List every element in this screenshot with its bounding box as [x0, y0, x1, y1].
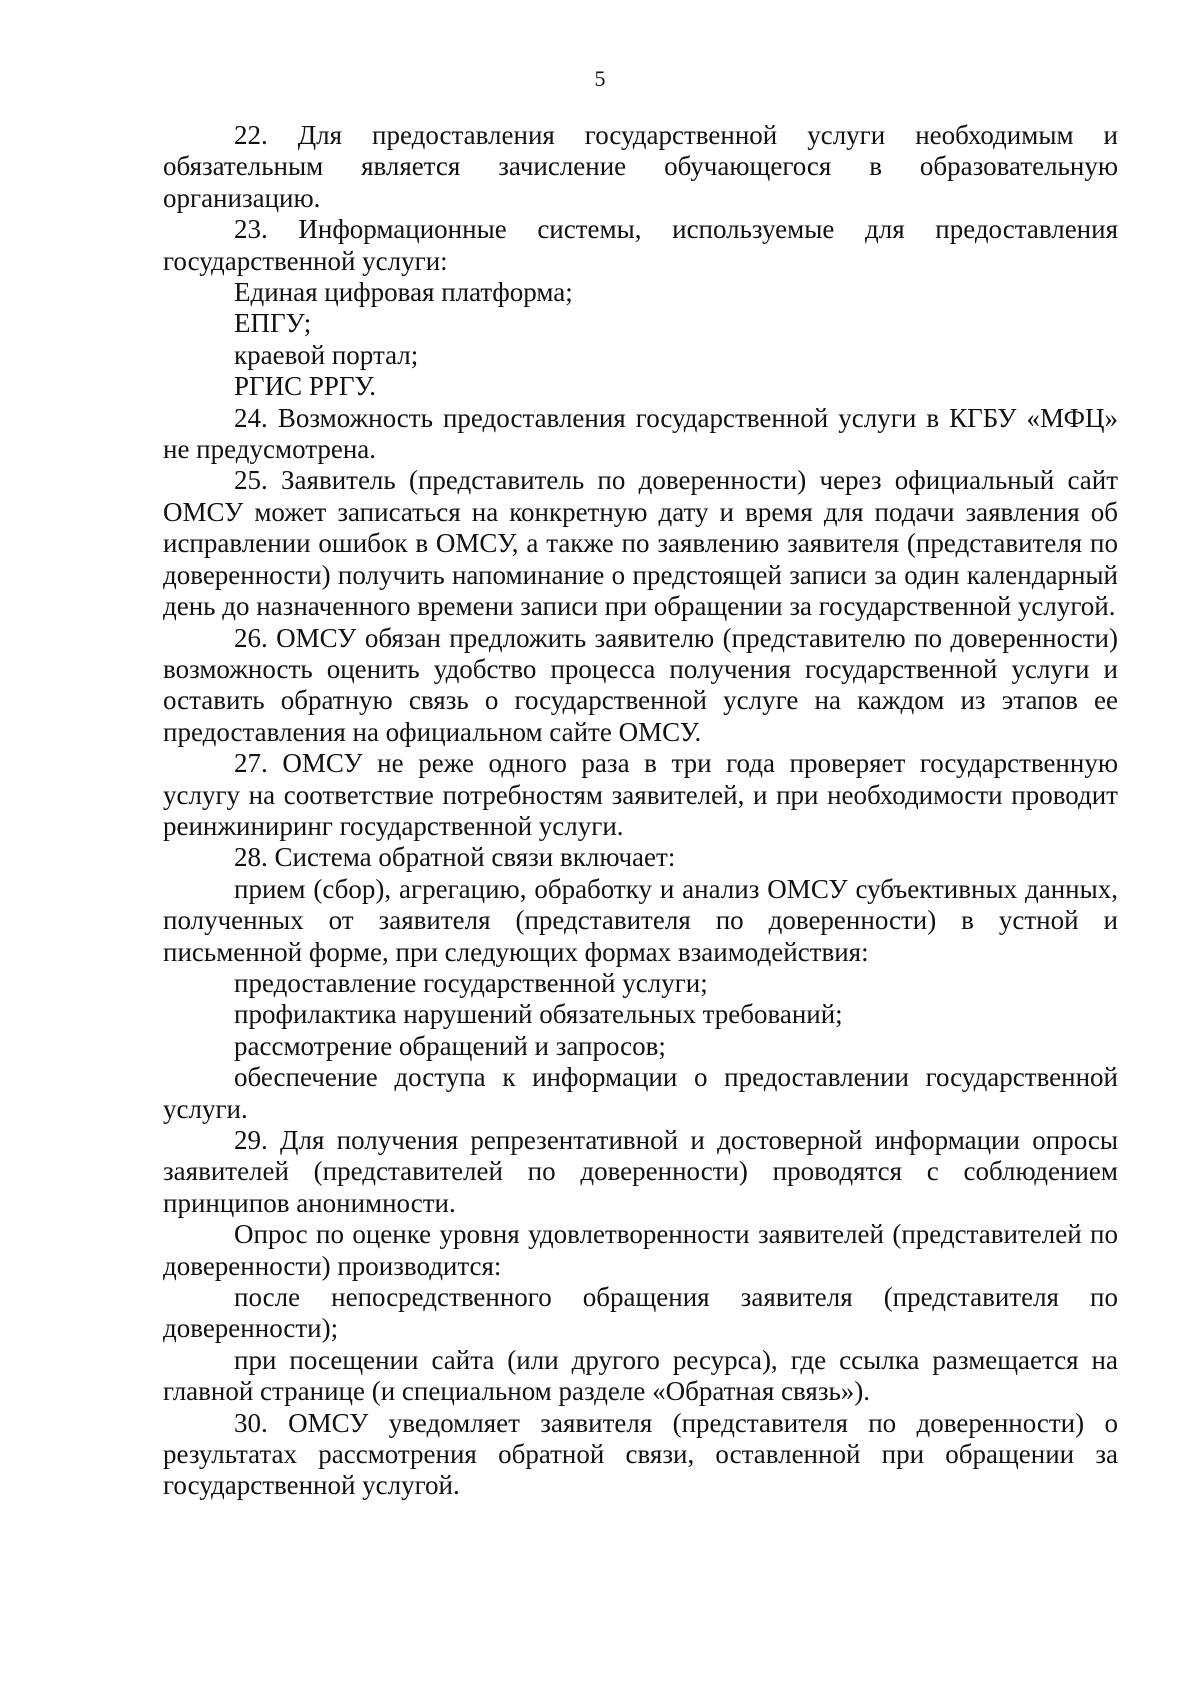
- list-item: Единая цифровая платформа;: [234, 277, 573, 308]
- list-item-last: обеспечение доступа к информации о предоставлении государственной услуги.: [163, 1062, 1118, 1124]
- paragraph-24: 24. Возможность предоставления государственной услуги в КГБУ «МФЦ» не предусмотрена.: [163, 402, 1118, 465]
- paragraph-30: 30. ОМСУ уведомляет заявителя (представителя по доверенности) о результатах рассмотрения обратной связи, оставленной при обращении за государственной услугой.: [163, 1407, 1118, 1501]
- paragraph-26: 26. ОМСУ обязан предложить заявителю (представителю по доверенности) возможность оценить удобство процесса получения государственной услуги и оставить обратную связь о государственной услуге на каждом из этапов ее предоставления на официальном сайте ОМСУ.: [163, 622, 1118, 747]
- page-number: 5: [594, 66, 606, 91]
- document-body: [163, 120, 1118, 1502]
- list-item: РГИС РРГУ.: [234, 371, 376, 402]
- paragraph-29-after-visit: после непосредственного обращения заявителя (представителя по доверенности);: [163, 1282, 1118, 1344]
- list-item: ЕПГУ;: [234, 308, 312, 339]
- paragraph-29-survey: Опрос по оценке уровня удовлетворенности заявителей (представителей по доверенности) производится:: [163, 1219, 1118, 1281]
- list-item: предоставление государственной услуги;: [234, 967, 708, 998]
- paragraph-29-site-visit: при посещении сайта (или другого ресурса), где ссылка размещается на главной странице (и специальном разделе «Обратная связь»).: [163, 1344, 1118, 1407]
- paragraph-28: 28. Система обратной связи включает:: [234, 842, 676, 873]
- list-item: краевой портал;: [234, 339, 419, 370]
- paragraph-28-feedback-scope: прием (сбор), агрегацию, обработку и анализ ОМСУ субъективных данных, полученных от заявителя (представителя по доверенности) в устной и письменной форме, при следующих формах взаимодействия:: [163, 873, 1118, 967]
- list-item: профилактика нарушений обязательных требований;: [234, 999, 843, 1030]
- paragraph-23: 23. Информационные системы, используемые для предоставления государственной услуги:: [163, 214, 1118, 276]
- paragraph-27: 27. ОМСУ не реже одного раза в три года проверяет государственную услугу на соответствие потребностям заявителей, и при необходимости проводит реинжиниринг государственной услуги.: [163, 748, 1118, 841]
- paragraph-25: 25. Заявитель (представитель по доверенности) через официальный сайт ОМСУ может записаться на конкретную дату и время для подачи заявления об исправлении ошибок в ОМСУ, а также по заявлению заявителя (представителя по доверенности) получить напоминание о предстоящей записи за один календарный день до назначенного времени записи при обращении за государственной услугой.: [163, 465, 1118, 622]
- list-item: рассмотрение обращений и запросов;: [234, 1030, 666, 1061]
- paragraph-22: 22. Для предоставления государственной услуги необходимым и обязательным является зачисление обучающегося в образовательную организацию.: [163, 120, 1118, 213]
- paragraph-29: 29. Для получения репрезентативной и достоверной информации опросы заявителей (представителей по доверенности) проводятся с соблюдением принципов анонимности.: [163, 1125, 1118, 1218]
